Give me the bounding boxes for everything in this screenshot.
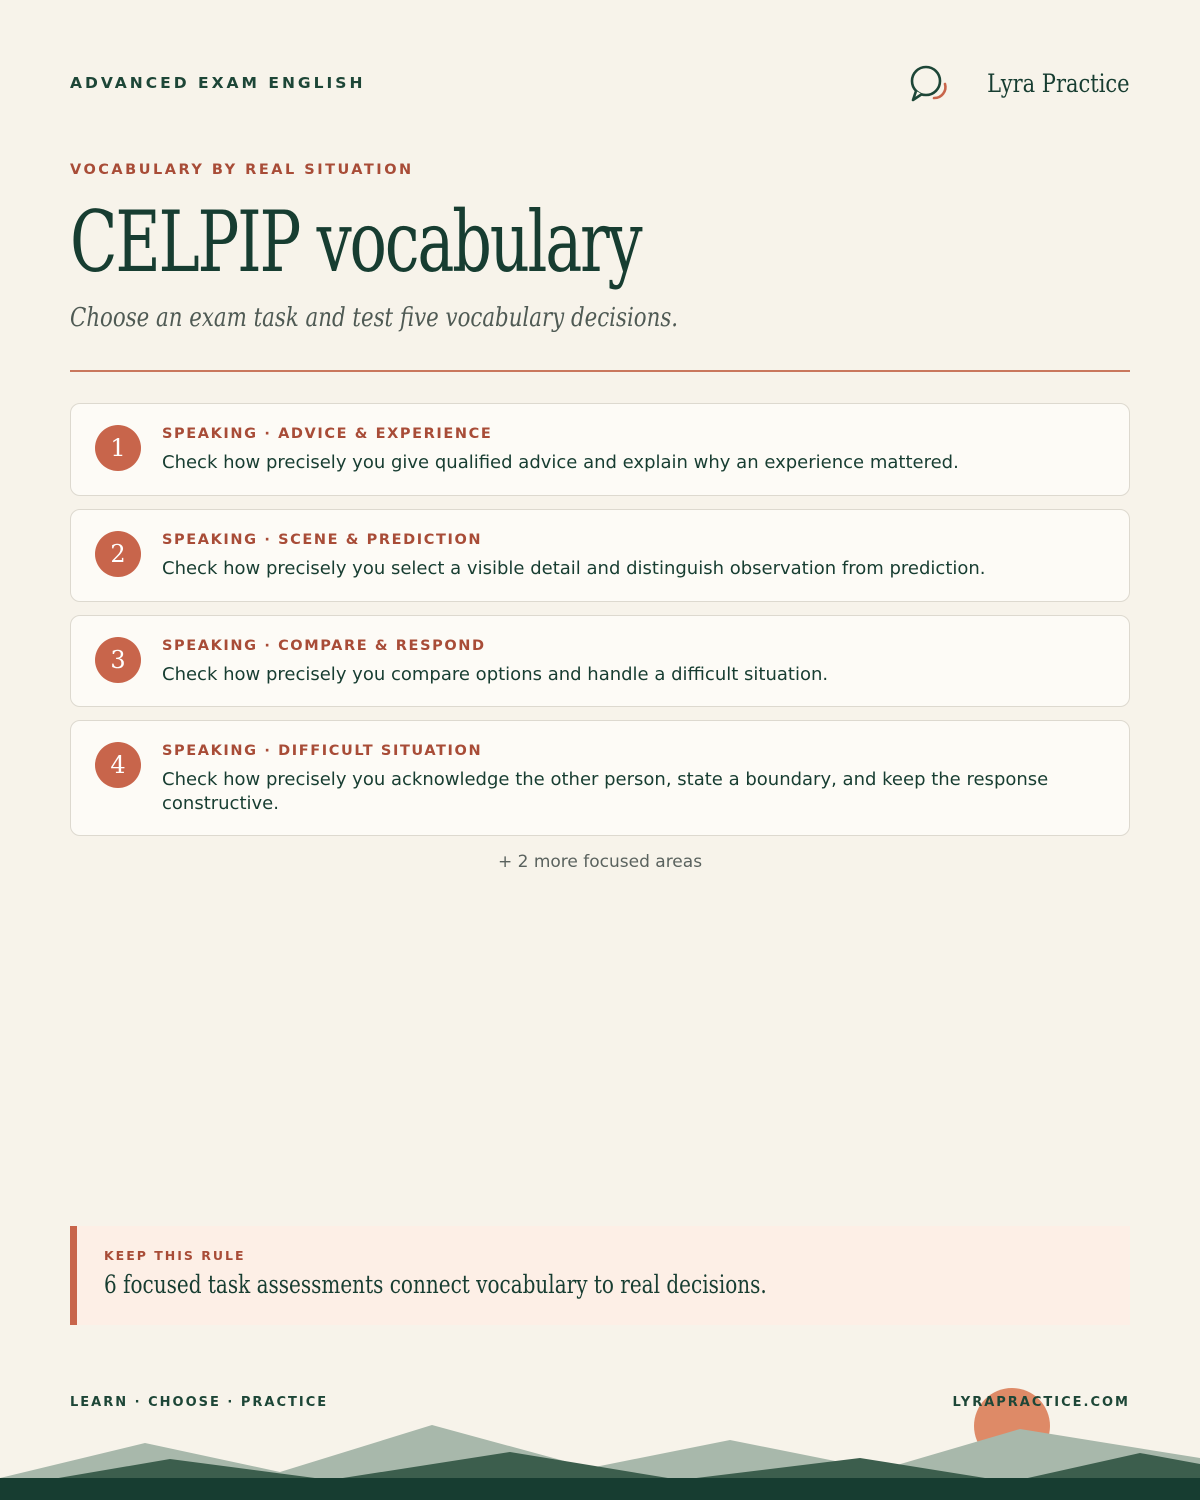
task-tag: SPEAKING · DIFFICULT SITUATION xyxy=(162,743,483,759)
task-card-3[interactable] xyxy=(70,615,1130,707)
rule-text: 6 focused task assessments connect vocabulary to real decisions. xyxy=(104,1270,767,1299)
task-card-4[interactable] xyxy=(70,720,1130,836)
task-number-badge: 3 xyxy=(95,637,141,683)
page-title: CELPIP vocabulary xyxy=(70,193,641,291)
task-number-badge: 1 xyxy=(95,425,141,471)
task-tag: SPEAKING · SCENE & PREDICTION xyxy=(162,532,483,548)
task-tag: SPEAKING · ADVICE & EXPERIENCE xyxy=(162,426,493,442)
page-subtitle: Choose an exam task and test five vocabulary decisions. xyxy=(70,303,679,333)
task-card-1[interactable] xyxy=(70,403,1130,496)
task-card-2[interactable] xyxy=(70,509,1130,602)
task-description: Check how precisely you select a visible detail and distinguish observation from prediction. xyxy=(162,558,986,579)
more-areas-link[interactable]: + 2 more focused areas xyxy=(497,852,703,872)
task-description: Check how precisely you acknowledge the other person, state a boundary, and keep the response constructive. xyxy=(162,769,1049,814)
task-number-badge: 2 xyxy=(95,531,141,577)
rule-accent-bar xyxy=(70,1226,77,1325)
speech-bubbles-icon xyxy=(908,62,950,104)
task-tag: SPEAKING · COMPARE & RESPOND xyxy=(162,638,486,654)
task-description: Check how precisely you give qualified advice and explain why an experience mattered. xyxy=(162,452,959,473)
eyebrow: VOCABULARY BY REAL SITUATION xyxy=(70,162,414,178)
rule-callout xyxy=(70,1226,1130,1325)
brand-name: Lyra Practice xyxy=(987,68,1130,98)
brand[interactable] xyxy=(908,62,1130,104)
divider xyxy=(70,370,1130,372)
footer-tagline: LEARN · CHOOSE · PRACTICE xyxy=(70,1395,329,1410)
footer-website-link[interactable]: LYRAPRACTICE.COM xyxy=(952,1395,1130,1410)
task-description: Check how precisely you compare options and handle a difficult situation. xyxy=(162,664,829,685)
rule-label: KEEP THIS RULE xyxy=(104,1248,246,1263)
header-label: ADVANCED EXAM ENGLISH xyxy=(70,74,366,92)
task-number-badge: 4 xyxy=(95,742,141,788)
